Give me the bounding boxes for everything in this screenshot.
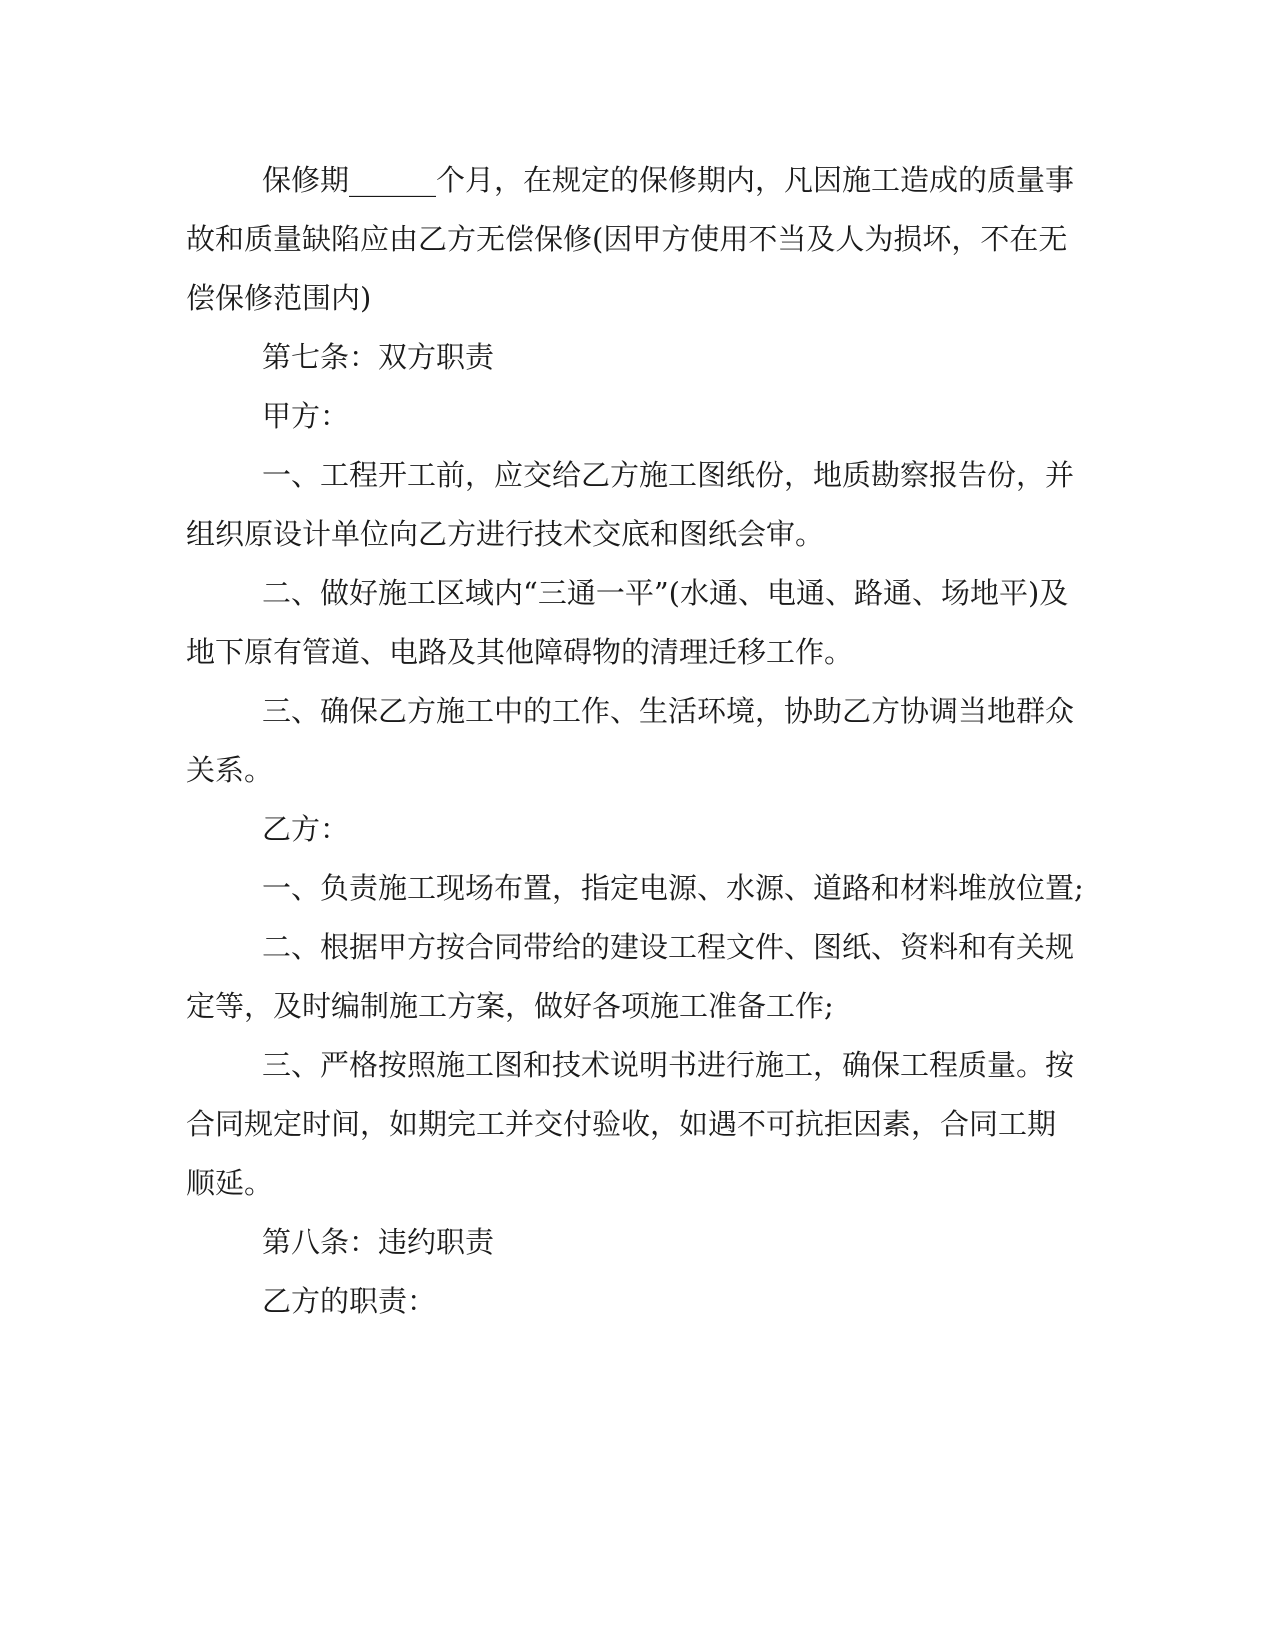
paragraph-b-3	[186, 1043, 1075, 1220]
text-line: 二、根据甲方按合同带给的建设工程文件、图纸、资料和有关规	[262, 930, 1075, 964]
text-line: 三、严格按照施工图和技术说明书进行施工，确保工程质量。按	[262, 1048, 1075, 1082]
paragraph-warranty	[186, 158, 1075, 335]
heading-article-7	[186, 335, 1056, 394]
text-line: 故和质量缺陷应由乙方无偿保修(因甲方使用不当及人为损坏，不在无	[186, 222, 1068, 256]
heading-party-b-duties	[186, 1279, 1056, 1338]
text-line: 一、负责施工现场布置，指定电源、水源、道路和材料堆放位置;	[262, 871, 1084, 905]
text-line: 顺延。	[186, 1166, 274, 1200]
heading-party-a	[186, 394, 1056, 453]
text-line: 一、工程开工前，应交给乙方施工图纸份，地质勘察报告份，并	[262, 458, 1075, 492]
paragraph-a-1	[186, 453, 1075, 571]
text-line: 二、做好施工区域内“三通一平”(水通、电通、路通、场地平)及	[262, 576, 1069, 610]
text-line: 偿保修范围内)	[186, 281, 372, 315]
paragraph-a-3	[186, 689, 1075, 807]
text-line: 关系。	[186, 753, 274, 787]
text-line: 乙方：	[262, 812, 350, 846]
paragraph-a-2	[186, 571, 1069, 689]
text-line: 三、确保乙方施工中的工作、生活环境，协助乙方协调当地群众	[262, 694, 1075, 728]
document-body	[186, 158, 1084, 1338]
text-line: 甲方：	[262, 399, 350, 433]
heading-party-b	[186, 807, 1056, 866]
text-line: 第八条：违约职责	[262, 1225, 495, 1259]
text-line: 乙方的职责：	[262, 1284, 437, 1318]
text-line: 定等，及时编制施工方案，做好各项施工准备工作;	[186, 989, 834, 1023]
heading-article-8	[186, 1220, 1056, 1279]
text-line: 第七条：双方职责	[262, 340, 495, 374]
text-line: 组织原设计单位向乙方进行技术交底和图纸会审。	[186, 517, 825, 551]
paragraph-b-1	[186, 866, 1084, 925]
text-line: 合同规定时间，如期完工并交付验收，如遇不可抗拒因素，合同工期	[186, 1107, 1057, 1141]
text-line: 地下原有管道、电路及其他障碍物的清理迁移工作。	[186, 635, 854, 669]
paragraph-b-2	[186, 925, 1075, 1043]
text-line: 保修期______个月，在规定的保修期内，凡因施工造成的质量事	[262, 163, 1075, 197]
